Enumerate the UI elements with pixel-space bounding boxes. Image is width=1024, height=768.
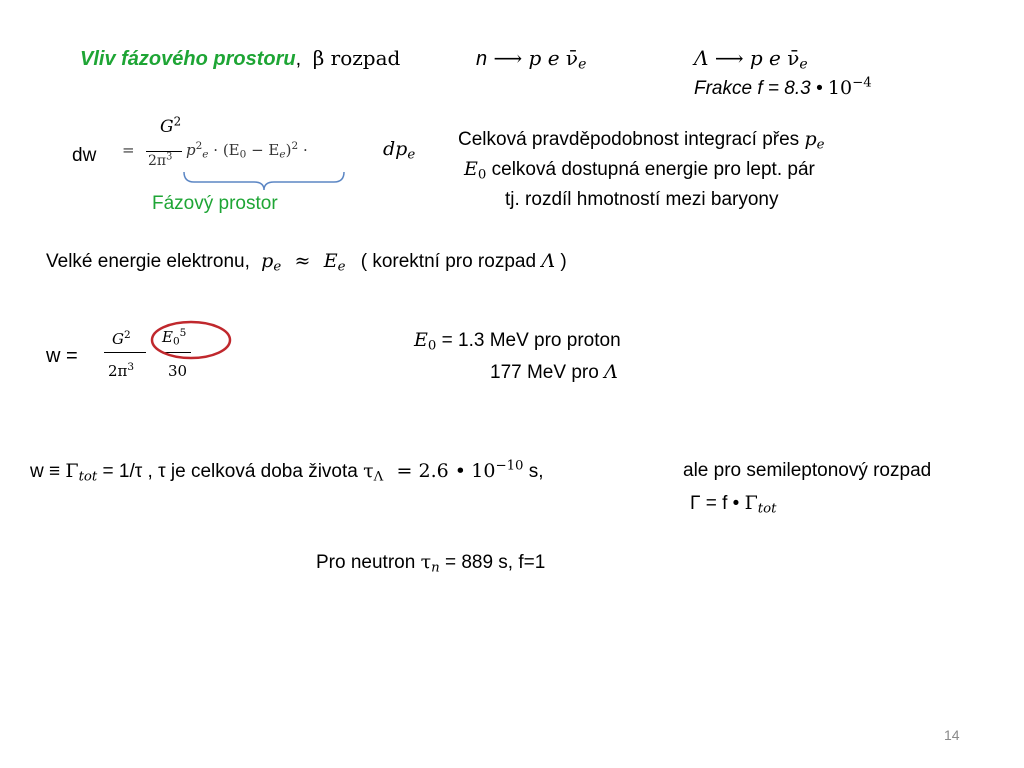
E0-line-1: $E_0 = 1.3$ MeV pro proton — [414, 329, 621, 354]
title-line: Vliv fázového prostoru, β rozpad — [80, 46, 401, 70]
phase-space-bracket — [180, 170, 350, 194]
w-denominator-1: $2\pi^3$ — [108, 361, 135, 380]
page-number: 14 — [944, 727, 960, 743]
E0-line-2: 177 MeV pro Λ — [490, 361, 618, 383]
dw-label: dw — [72, 145, 97, 166]
explanation-line-1: Celková pravděpodobnost integrací přes $p_e$ — [458, 128, 825, 153]
phase-space-label: Fázový prostor — [152, 193, 278, 214]
neutron-decay-formula: n ⟶ p e $\nū_e$ — [476, 46, 587, 73]
explanation-line-2: $E_0$ celková dostupná energie pro lept. pár — [464, 158, 815, 183]
dw-body: $p^2_e \cdot (E_0 - E_e)^2$ · — [186, 140, 308, 161]
beta-decay-label: β rozpad — [312, 46, 401, 70]
fraction-line: Frakce f = 8.3 • $10^{-4}$ — [694, 75, 872, 99]
w-fraction-bar-1 — [104, 352, 146, 353]
semileptonic-label: ale pro semileptonový rozpad — [683, 460, 932, 481]
neutron-line: Pro neutron $\tau_n = 889$ s, f=1 — [316, 551, 546, 576]
gamma-line: Γ = f • $\Gamma_{tot}$ — [690, 492, 777, 517]
dw-formula-image: = — [122, 141, 135, 159]
dw-fraction-bar — [146, 151, 182, 152]
phase-space-heading: Vliv fázového prostoru — [80, 48, 296, 70]
dw-numerator: $G^2$ — [160, 114, 182, 137]
lambda-decay-formula: Λ ⟶ p e $\nū_e$ — [694, 46, 808, 73]
w-numerator-2: $E_0^5$ — [162, 327, 187, 348]
explanation-line-3: tj. rozdíl hmotností mezi baryony — [505, 189, 779, 210]
w-label: w = — [46, 345, 78, 367]
w-denominator-2: 30 — [168, 362, 188, 380]
dp-e: $dp_e$ — [383, 138, 416, 163]
dw-denominator: $2\pi^3$ — [148, 151, 173, 169]
high-energy-line: Velké energie elektronu, $p_e \approx E_e$ ( korektní pro rozpad Λ ) — [46, 250, 567, 275]
width-line: $w \equiv \Gamma_{tot} = 1/\tau$ , τ je celková doba života $\tau_\Lambda = 2.6$ • $10^{-10}$ s, — [30, 458, 544, 485]
w-numerator-1: $G^2$ — [112, 329, 131, 348]
highlight-circle — [148, 318, 234, 362]
